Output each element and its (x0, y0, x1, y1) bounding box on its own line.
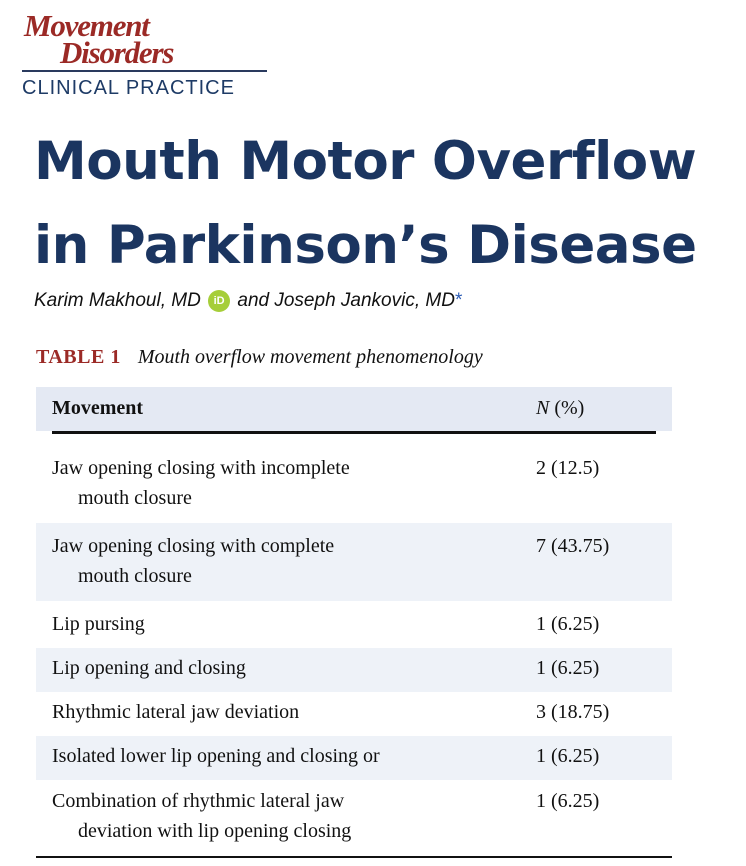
table-row (36, 523, 672, 601)
header-movement: Movement (52, 397, 144, 419)
title-line-1: Mouth Motor Overflow (34, 131, 697, 192)
orcid-icon[interactable]: iD (208, 290, 230, 312)
movement-cell (36, 453, 536, 513)
logo-line-movement: Movement (24, 8, 149, 43)
author-list (34, 290, 462, 312)
article-title (34, 120, 697, 288)
author-1: Karim Makhoul, MD (34, 290, 201, 311)
movement-text-cont: mouth closure (78, 487, 192, 509)
table-row (36, 434, 672, 523)
n-percent-cell: 7 (43.75) (536, 535, 610, 557)
table-label: TABLE 1 (36, 346, 121, 368)
movement-text-cont: deviation with lip opening closing (78, 820, 352, 842)
author-2: and Joseph Jankovic, MD (237, 290, 455, 311)
title-line-2: in Parkinson’s Disease (34, 215, 697, 276)
header-percent: (%) (549, 397, 585, 419)
table-row (36, 692, 672, 736)
table-bottom-rule (36, 856, 672, 858)
table-row (36, 648, 672, 692)
table-row (36, 601, 672, 648)
table-row (36, 780, 672, 856)
phenomenology-table (36, 387, 672, 858)
corresponding-author-mark[interactable]: * (454, 290, 463, 311)
n-percent-cell: 1 (6.25) (536, 613, 600, 635)
journal-logo (22, 8, 267, 100)
n-percent-cell: 1 (6.25) (536, 657, 600, 679)
table-row (36, 736, 672, 780)
journal-subtitle: CLINICAL PRACTICE (22, 77, 235, 99)
n-percent-cell: 1 (6.25) (536, 790, 600, 812)
table-caption-text: Mouth overflow movement phenomenology (137, 346, 483, 368)
movement-cell: Lip opening and closing (52, 657, 246, 679)
movement-cell: Isolated lower lip opening and closing or (52, 745, 380, 767)
movement-text: Jaw opening closing with complete (52, 535, 335, 557)
movement-text: Jaw opening closing with incomplete (52, 457, 350, 479)
logo-line-disorders: Disorders (60, 35, 174, 70)
movement-cell: Lip pursing (52, 613, 145, 635)
movement-text-cont: mouth closure (78, 565, 192, 587)
header-n: N (536, 397, 550, 419)
table-caption (36, 346, 483, 369)
n-percent-cell: 1 (6.25) (536, 745, 600, 767)
movement-cell (36, 786, 536, 846)
n-percent-cell: 2 (12.5) (536, 457, 600, 479)
logo-divider (22, 70, 267, 72)
movement-cell (36, 531, 536, 591)
header-n-percent (536, 397, 672, 420)
table-header (36, 387, 672, 430)
movement-cell: Rhythmic lateral jaw deviation (52, 701, 300, 723)
movement-text: Combination of rhythmic lateral jaw (52, 790, 345, 812)
n-percent-cell: 3 (18.75) (536, 701, 610, 723)
